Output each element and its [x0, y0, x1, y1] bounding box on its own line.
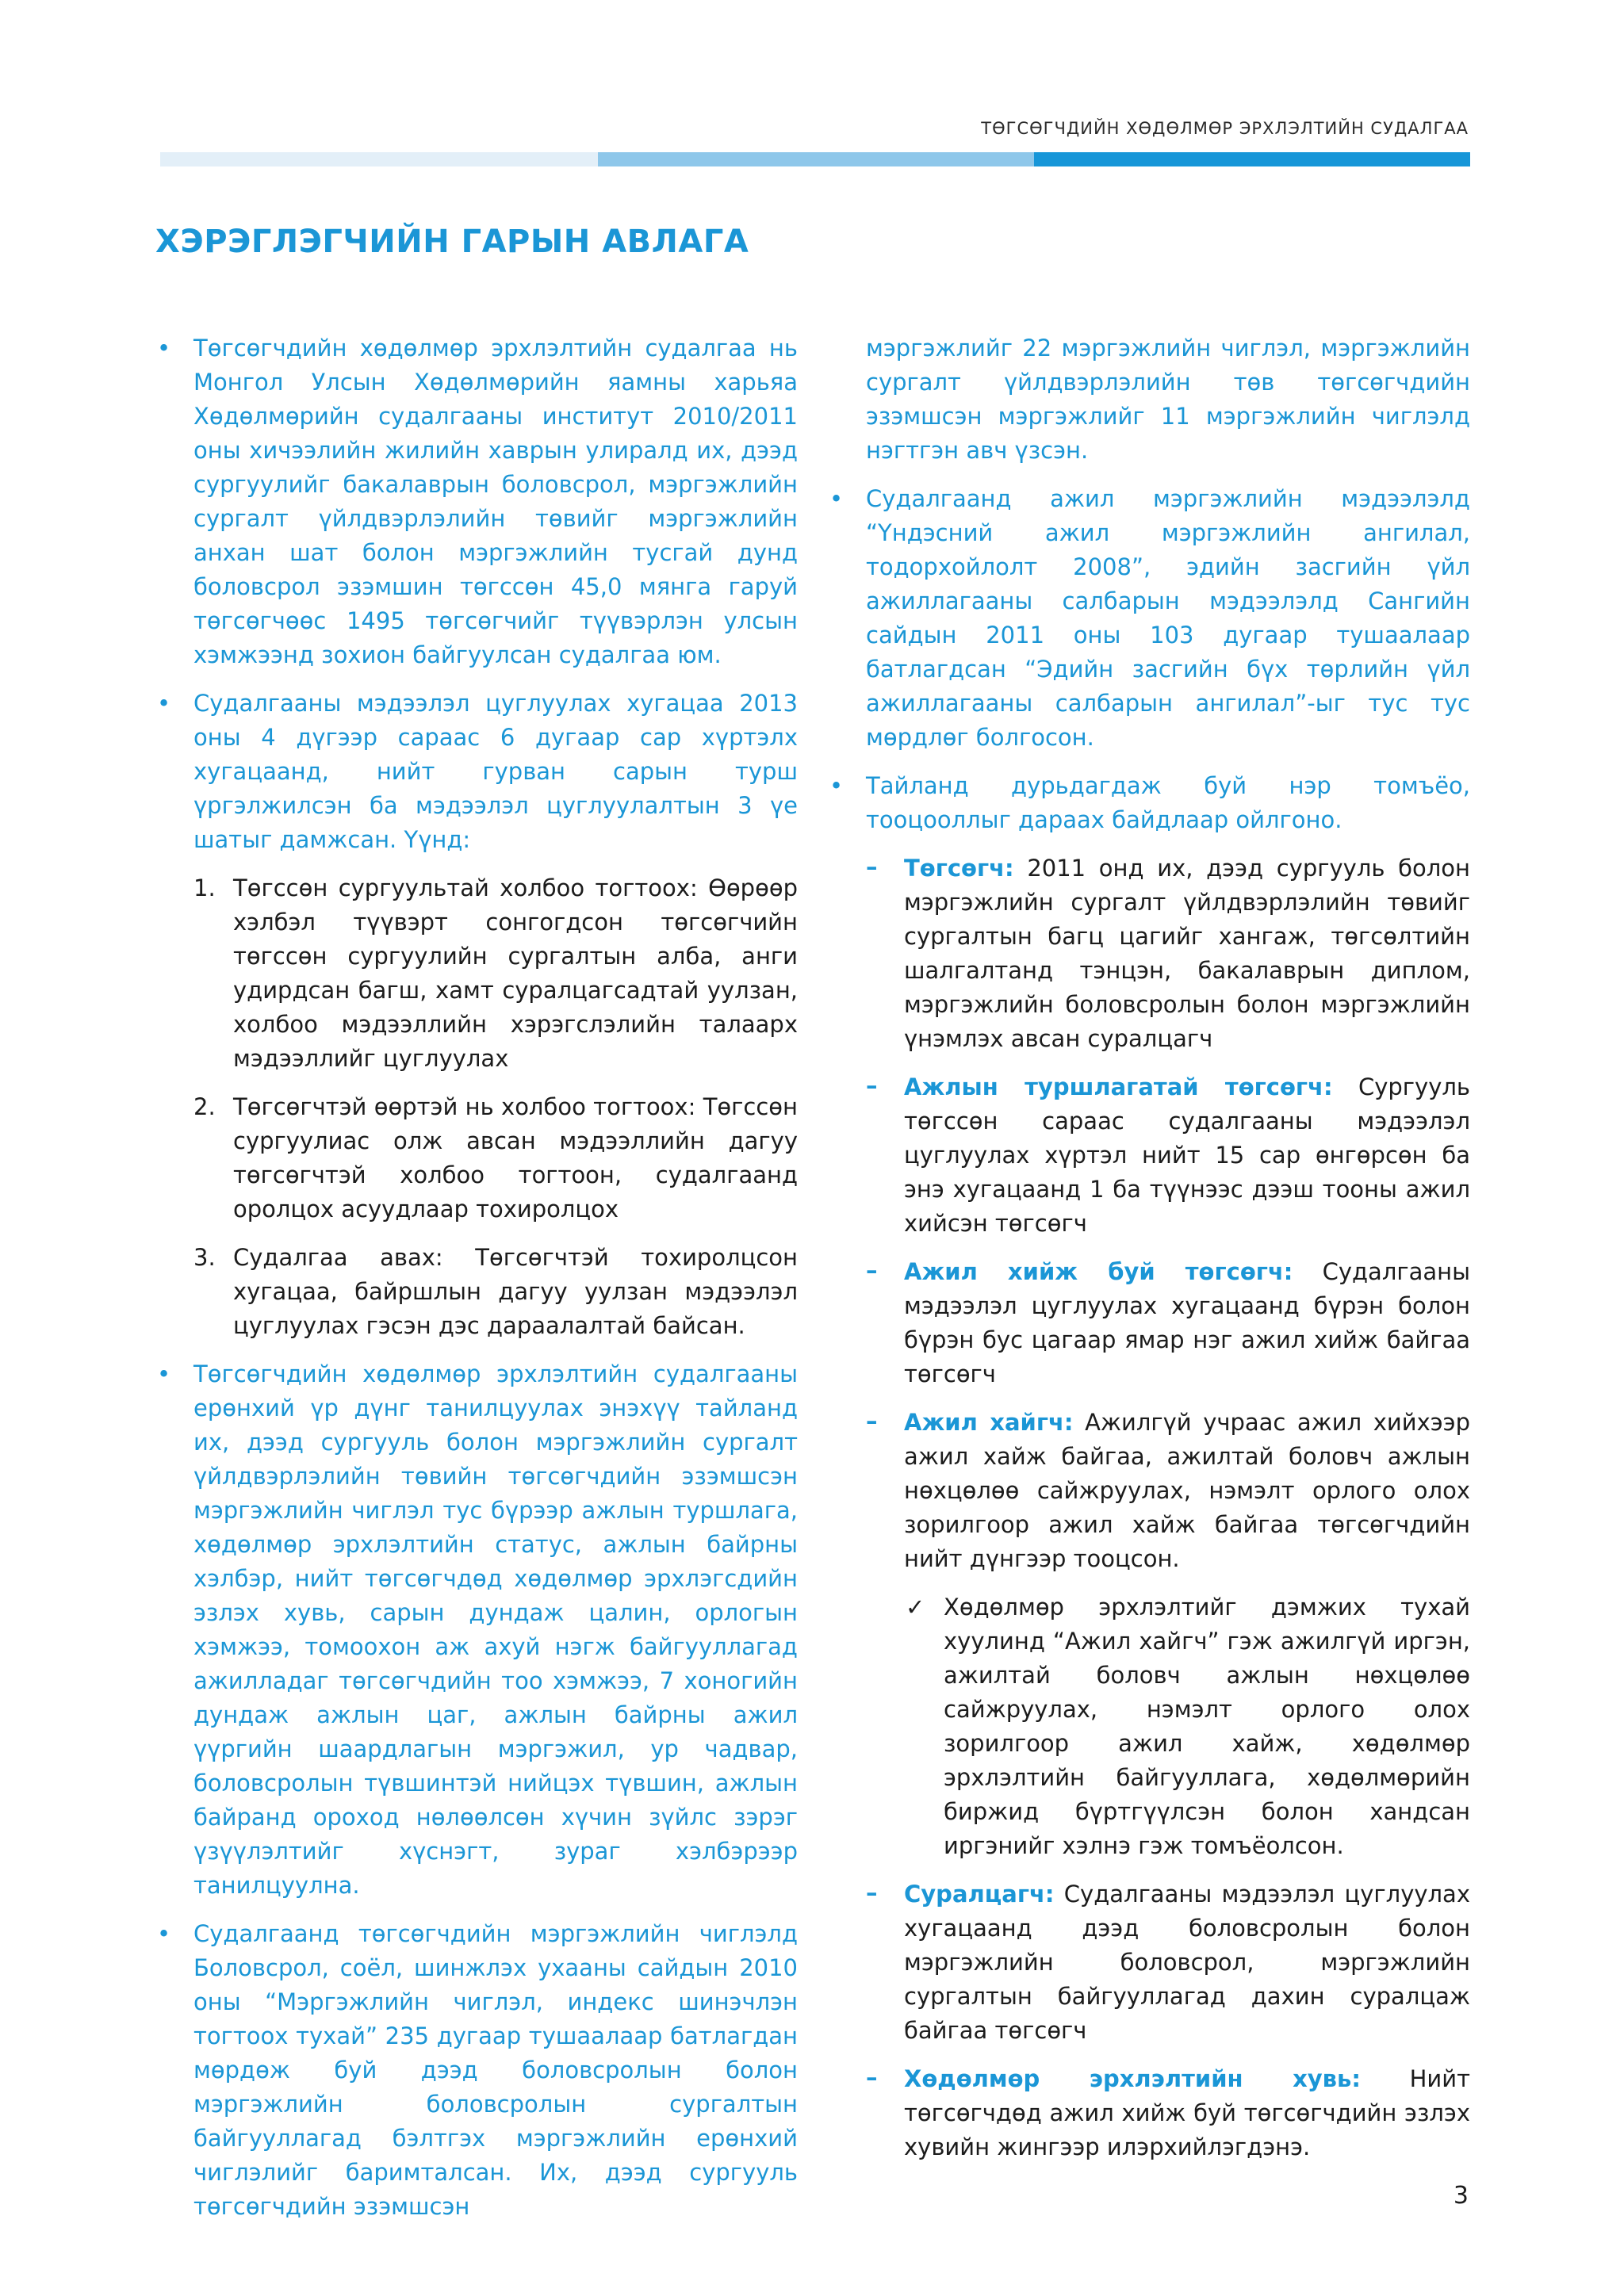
header-title: ТӨГСӨГЧДИЙН ХӨДӨЛМӨР ЭРХЛЭЛТИЙН СУДАЛГАА — [981, 119, 1469, 138]
bullet-marker: • — [829, 772, 844, 799]
definition-term: Төгсөгч: — [904, 855, 1014, 882]
definition-text: Судалгааны мэдээлэл цуглуулах хугацаанд дээд боловсролын болон мэргэжлийн боловсрол, мэргэжлийн сургалтын байгууллагад дахин суралцаж байгаа төгсөгч — [904, 1881, 1470, 2044]
bullet-paragraph — [155, 1917, 798, 2224]
dash-marker: – — [866, 853, 878, 880]
dash-marker: – — [866, 1072, 878, 1099]
page-title: ХЭРЭГЛЭГЧИЙН ГАРЫН АВЛАГА — [155, 224, 749, 260]
definition-item — [866, 1255, 1470, 1391]
definition-term: Ажил хайгч: — [904, 1409, 1074, 1436]
check-text: Хөдөлмөр эрхлэлтийг дэмжих тухай хуулинд “Ажил хайгч” гэж ажилгүй иргэн, ажилтай боловч ажлын нөхцөлөө сайжруулах, нэмэлт орлого олох зорилгоор ажил хайж, хөдөлмөр эрхлэлтийн байгууллага, хөдөлмөрийн биржид бүртгүүлсэн болон хандсан иргэнийг хэлнэ гэж томъёолсон. — [944, 1594, 1470, 1859]
definition-text: Ажилгүй учраас ажил хийхээр ажил хайж байгаа, ажилтай боловч ажлын нөхцөлөө сайжруулах, нэмэлт орлого олох зорилгоор ажил хайж байгаа төгсөгчдийн нийт дүнгээр тооцсон. — [904, 1409, 1470, 1572]
bullet-marker: • — [157, 1360, 171, 1387]
bullet-marker: • — [157, 335, 171, 362]
item-number: 1. — [193, 874, 216, 901]
header-bar-segment-1 — [160, 152, 598, 166]
dash-marker: – — [866, 1257, 878, 1284]
bullet-text: Судалгаанд төгсөгчдийн мэргэжлийн чиглэлд Боловсрол, соёл, шинжлэх ухааны сайдын 2010 оны “Мэргэжлийн чиглэл, индекс шинэчлэн тогтоох тухай” 235 дугаар тушаалаар батлагдан мөрдөж буй дээд боловсролын болон мэргэжлийн боловсролын сургалтын байгууллагад бэлтгэх мэргэжлийн ерөнхий чиглэлийг баримталсан. Их, дээд сургууль төгсөгчдийн эзэмшсэн — [193, 1920, 798, 2220]
dash-marker: – — [866, 1407, 878, 1434]
dash-marker: – — [866, 1879, 878, 1906]
definition-item — [866, 851, 1470, 1056]
definition-text: 2011 онд их, дээд сургууль болон мэргэжлийн сургалт үйлдвэрлэлийн төвийг сургалтын багц цагийг хангаж, төгсөлтийн шалгалтанд тэнцэн, бакалаврын диплом, мэргэжлийн боловсролын болон мэргэжлийн үнэмлэх авсан суралцагч — [904, 855, 1470, 1052]
left-column — [155, 331, 798, 2220]
page-number: 3 — [1453, 2182, 1469, 2210]
bullet-text: Судалгаанд ажил мэргэжлийн мэдээлэлд “Үндэсний ажил мэргэжлийн ангилал, тодорхойлолт 2008”, эдийн засгийн үйл ажиллагааны салбарын мэдээлэлд Сангийн сайдын 2011 оны 103 дугаар тушаалаар батлагдсан “Эдийн засгийн бүх төрлийн үйл ажиллагааны салбарын ангилал”-ыг тус тус мөрдлөг болгосон. — [866, 485, 1470, 751]
dash-marker: – — [866, 2064, 878, 2091]
header-bar-segment-3 — [1034, 152, 1470, 166]
bullet-text: Төгсөгчдийн хөдөлмөр эрхлэлтийн судалгаа нь Монгол Улсын Хөдөлмөрийн яамны харьяа Хөдөлмөрийн судалгааны институт 2010/2011 оны хичээлийн жилийн хаврын улиралд их, дээд сургуулийг бакалаврын боловсрол, мэргэжлийн сургалт үйлдвэрлэлийн төвийг мэргэжлийн анхан шат болон мэргэжлийн тусгай дунд боловсрол эзэмшин төгссөн 45,0 мянга гаруй төгсөгчөөс 1495 төгсөгчийг түүвэрлэн улсын хэмжээнд зохион байгуулсан судалгаа юм. — [193, 335, 798, 668]
bullet-paragraph — [828, 482, 1470, 755]
numbered-item — [155, 1241, 798, 1343]
bullet-paragraph — [828, 769, 1470, 837]
bullet-paragraph — [155, 687, 798, 857]
definition-term: Ажлын туршлагатай төгсөгч: — [904, 1073, 1333, 1100]
definition-term: Ажил хийж буй төгсөгч: — [904, 1258, 1293, 1285]
definition-text: Сургууль төгссөн сараас судалгааны мэдээлэл цуглуулах хүртэл нийт 15 сар өнгөрсөн ба энэ хугацаанд 1 ба түүнээс дээш тооны ажил хийсэн төгсөгч — [904, 1073, 1470, 1237]
bullet-text: Тайланд дурьдагдаж буй нэр томъёо, тооцооллыг дараах байдлаар ойлгоно. — [866, 772, 1470, 833]
bullet-paragraph — [155, 331, 798, 672]
bullet-marker: • — [157, 690, 171, 717]
check-icon: ✓ — [906, 1594, 925, 1621]
bullet-paragraph — [155, 1357, 798, 1903]
definition-item — [866, 1877, 1470, 2048]
definition-text: Нийт төгсөгчдөд ажил хийж буй төгсөгчдийн эзлэх хувийн жингээр илэрхийлэгдэнэ. — [904, 2065, 1470, 2160]
bullet-marker: • — [829, 485, 844, 512]
continued-paragraph — [828, 331, 1470, 468]
definition-item — [866, 2062, 1470, 2164]
item-text: Судалгаа авах: Төгсөгчтэй тохиролцсон хугацаа, байршлын дагуу уулзан мэдээлэл цуглуулах гэсэн дэс дараалалтай байсан. — [233, 1244, 798, 1339]
numbered-item — [155, 871, 798, 1076]
bullet-text: Судалгааны мэдээлэл цуглуулах хугацаа 2013 оны 4 дүгээр сараас 6 дугаар сар хүртэлх хугацаанд, нийт гурван сарын турш үргэлжилсэн ба мэдээлэл цуглуулалтын 3 үе шатыг дамжсан. Үүнд: — [193, 690, 798, 853]
definition-item — [866, 1406, 1470, 1576]
item-number: 3. — [193, 1244, 216, 1271]
continued-text: мэргэжлийг 22 мэргэжлийн чиглэл, мэргэжлийн сургалт үйлдвэрлэлийн төв төгсөгчдийн эзэмшсэн мэргэжлийг 11 мэргэжлийн чиглэлд нэгтгэн авч үзсэн. — [866, 335, 1470, 464]
item-text: Төгссөн сургуультай холбоо тогтоох: Өөрөөр хэлбэл түүвэрт сонгогдсон төгсөгчийн төгссөн сургуулийн сургалтын алба, анги удирдсан багш, хамт суралцагсадтай уулзан, холбоо мэдээллийн хэрэгслэлийн талаарх мэдээллийг цуглуулах — [233, 874, 798, 1072]
numbered-item — [155, 1090, 798, 1226]
item-text: Төгсөгчтэй өөртэй нь холбоо тогтоох: Төгссөн сургуулиас олж авсан мэдээллийн дагуу төгсөгчтэй холбоо тогтоон, судалгаанд оролцох асуудлаар тохиролцох — [233, 1093, 798, 1223]
item-number: 2. — [193, 1093, 216, 1120]
header-bar-segment-2 — [598, 152, 1034, 166]
definition-text: Судалгааны мэдээлэл цуглуулах хугацаанд бүрэн болон бүрэн бус цагаар ямар нэг ажил хийж байгаа төгсөгч — [904, 1258, 1471, 1387]
definition-item — [866, 1070, 1470, 1241]
definition-term: Суралцагч: — [904, 1881, 1055, 1908]
bullet-marker: • — [157, 1920, 171, 1947]
right-column — [828, 331, 1471, 2160]
bullet-text: Төгсөгчдийн хөдөлмөр эрхлэлтийн судалгааны ерөнхий үр дүнг танилцуулах энэхүү тайланд их, дээд сургууль болон мэргэжлийн сургалт үйлдвэрлэлийн төвийн төгсөгчдийн эзэмшсэн мэргэжлийн чиглэл тус бүрээр ажлын туршлага, хөдөлмөр эрхлэлтийн статус, ажлын байрны хэлбэр, нийт төгсөгчдөд хөдөлмөр эрхлэгсдийн эзлэх хувь, сарын дундаж цалин, орлогын хэмжээ, томоохон аж ахуй нэгж байгууллагад ажилладаг төгсөгчдийн тоо хэмжээ, 7 хоногийн дундаж ажлын цаг, ажлын байрны ажил үүргийн шаардлагын мэргэжил, ур чадвар, боловсролын түвшинтэй нийцэх түвшин, ажлын байранд ороход нөлөөлсөн хүчин зүйлс зэрэг үзүүлэлтийг хүснэгт, зураг хэлбэрээр танилцуулна. — [193, 1360, 798, 1899]
check-item — [866, 1590, 1470, 1863]
definition-term: Хөдөлмөр эрхлэлтийн хувь: — [904, 2065, 1361, 2092]
